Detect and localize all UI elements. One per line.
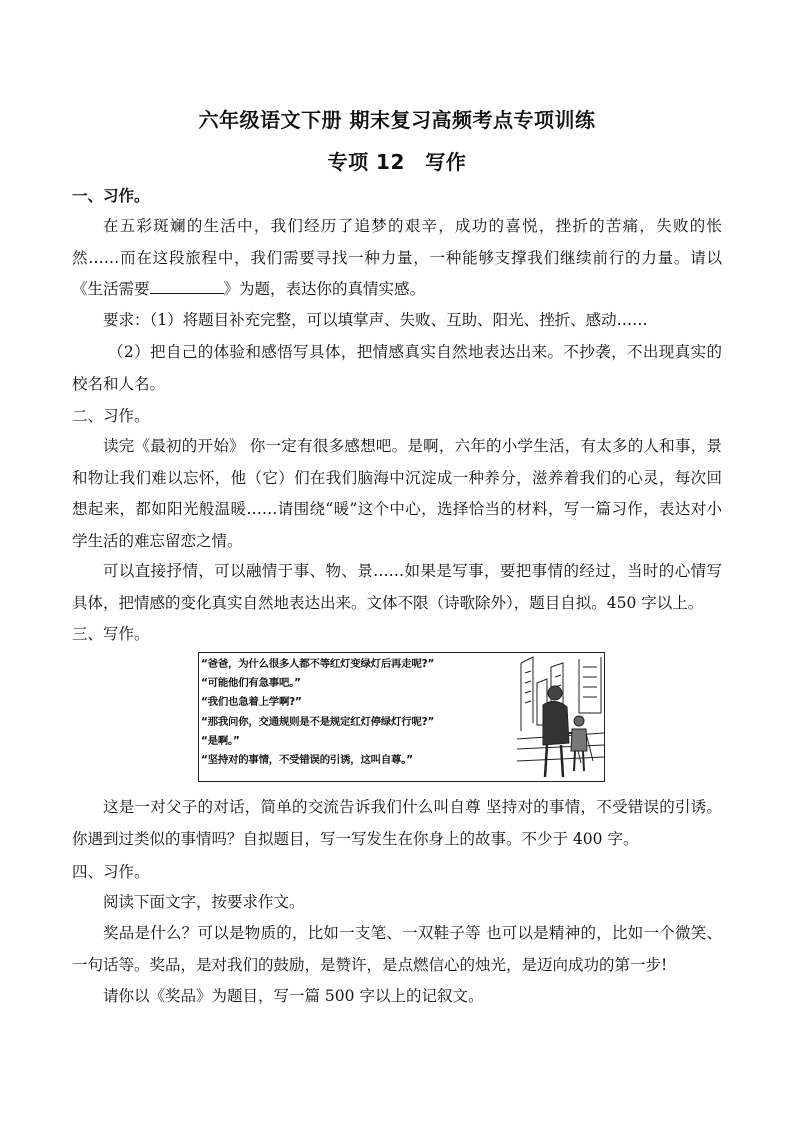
fill-blank — [150, 279, 224, 294]
dialogue-text — [201, 655, 513, 770]
section-4-heading: 四、习作。 — [72, 863, 150, 881]
doc-subtitle: 专项 12 写作 — [327, 150, 467, 174]
section-4-task: 请你以《奖品》为题目，写一篇 500 字以上的记叙文。 — [103, 987, 484, 1005]
section-1-requirement-1: 要求：（1）将题目补充完整，可以填掌声、失败、互助、阳光、挫折、感动…… — [103, 311, 648, 329]
dialogue-illustration — [198, 652, 605, 782]
section-3-prompt: 这是一对父子的对话，简单的交流告诉我们什么叫自尊 坚持对的事情，不受错误的引诱。你遇到过类似的事情吗？自拟题目，写一写发生在你身上的故事。不少于 400 字。 — [72, 798, 722, 848]
father-son-crosswalk-drawing — [517, 653, 604, 781]
section-2-prompt: 读完《最初的开始》 你一定有很多感想吧。是啊，六年的小学生活，有太多的人和事，景和物让我们难以忘怀，他（它）们在我们脑海中沉淀成一种养分，滋养着我们的心灵，每次回想起来，都如阳光般温暖……请围绕“暖”这个中心，选择恰当的材料，写一篇习作，表达对小学生活的难忘留恋之情。 — [72, 437, 722, 550]
section-1-heading: 一、习作。 — [72, 187, 150, 205]
doc-title: 六年级语文下册 期末复习高频考点专项训练 — [198, 108, 596, 132]
section-1-prompt-a: 在五彩斑斓的生活中，我们经历了追梦的艰辛，成功的喜悦，挫折的苦痛，失败的怅然……而在这段旅程中，我们需要寻找一种力量，一种能够支撑我们继续前行的力量。请以《生活需要 — [72, 217, 722, 298]
section-3-heading: 三、写作。 — [72, 625, 150, 643]
dialogue-line: “那我问你，交通规则是不是规定红灯停绿灯行呢?” — [201, 715, 435, 728]
section-4-passage: 奖品是什么？可以是物质的，比如一支笔、一双鞋子等 也可以是精神的，比如一个微笑、一句话等。奖品，是对我们的鼓励，是赞许，是点燃信心的烛光，是迈向成功的第一步! — [72, 924, 722, 974]
dialogue-line: “我们也急着上学啊?” — [201, 696, 302, 709]
section-2-requirement: 可以直接抒情，可以融情于事、物、景……如果是写事，要把事情的经过，当时的心情写具体，把情感的变化真实自然地表达出来。文体不限（诗歌除外），题目自拟。450 字以上。 — [72, 562, 722, 612]
section-1-prompt — [72, 211, 722, 306]
dialogue-line: “坚持对的事情，不受错误的引诱，这叫自尊。” — [201, 754, 413, 767]
section-4-instruction: 阅读下面文字，按要求作文。 — [103, 893, 305, 911]
dialogue-line: “爸爸，为什么很多人都不等红灯变绿灯后再走呢?” — [201, 658, 435, 670]
section-1-prompt-b: 》为题，表达你的真情实感。 — [223, 280, 426, 298]
dialogue-line: “可能他们有急事吧。” — [201, 677, 301, 690]
section-1-requirement-2: （2）把自己的体验和感悟写具体，把情感真实自然地表达出来。不抄袭，不出现真实的校名和人名。 — [72, 343, 722, 393]
dialogue-line: “是啊。” — [201, 734, 240, 747]
section-2-heading: 二、习作。 — [72, 407, 150, 425]
